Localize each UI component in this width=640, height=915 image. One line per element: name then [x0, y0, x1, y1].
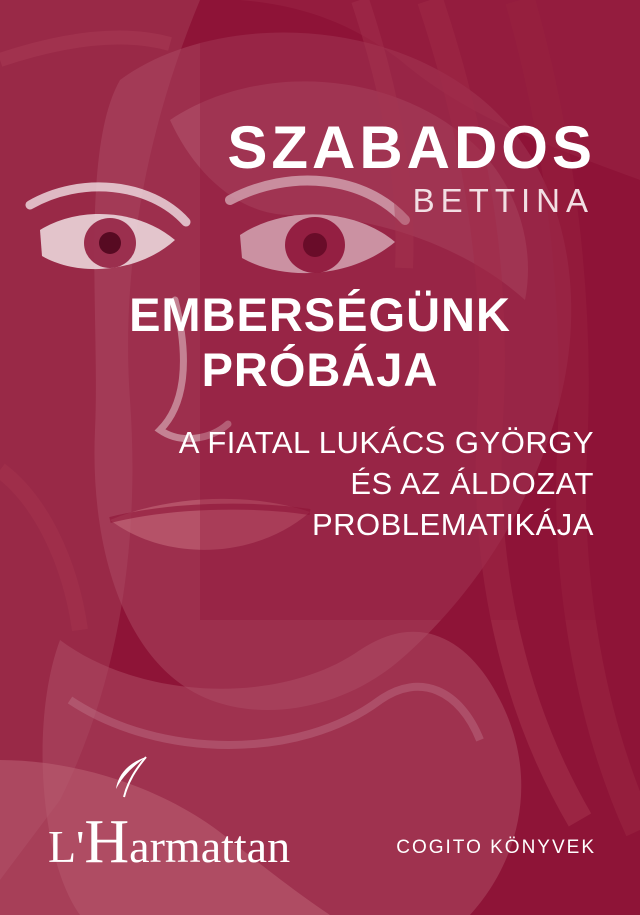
book-subtitle [0, 422, 594, 546]
publisher-wordmark [48, 808, 291, 876]
publisher-logo [48, 808, 291, 876]
publisher-prefix: L' [48, 821, 85, 872]
leaf-icon [110, 755, 150, 799]
title-line-1: EMBERSÉGÜNK [129, 288, 511, 341]
subtitle-line-3: PROBLEMATIKÁJA [311, 507, 594, 543]
series-label: COGITO KÖNYVEK [396, 837, 596, 858]
publisher-big-letter: H [84, 808, 130, 876]
author-first-name: BETTINA [412, 182, 594, 219]
book-title [0, 288, 640, 397]
title-line-2: PRÓBÁJA [201, 342, 439, 396]
subtitle-line-1: A FIATAL LUKÁCS GYÖRGY [178, 425, 594, 460]
subtitle-line-2: ÉS AZ ÁLDOZAT [350, 466, 594, 502]
author-last-name: SZABADOS [227, 114, 596, 181]
publisher-rest: armattan [129, 821, 291, 872]
